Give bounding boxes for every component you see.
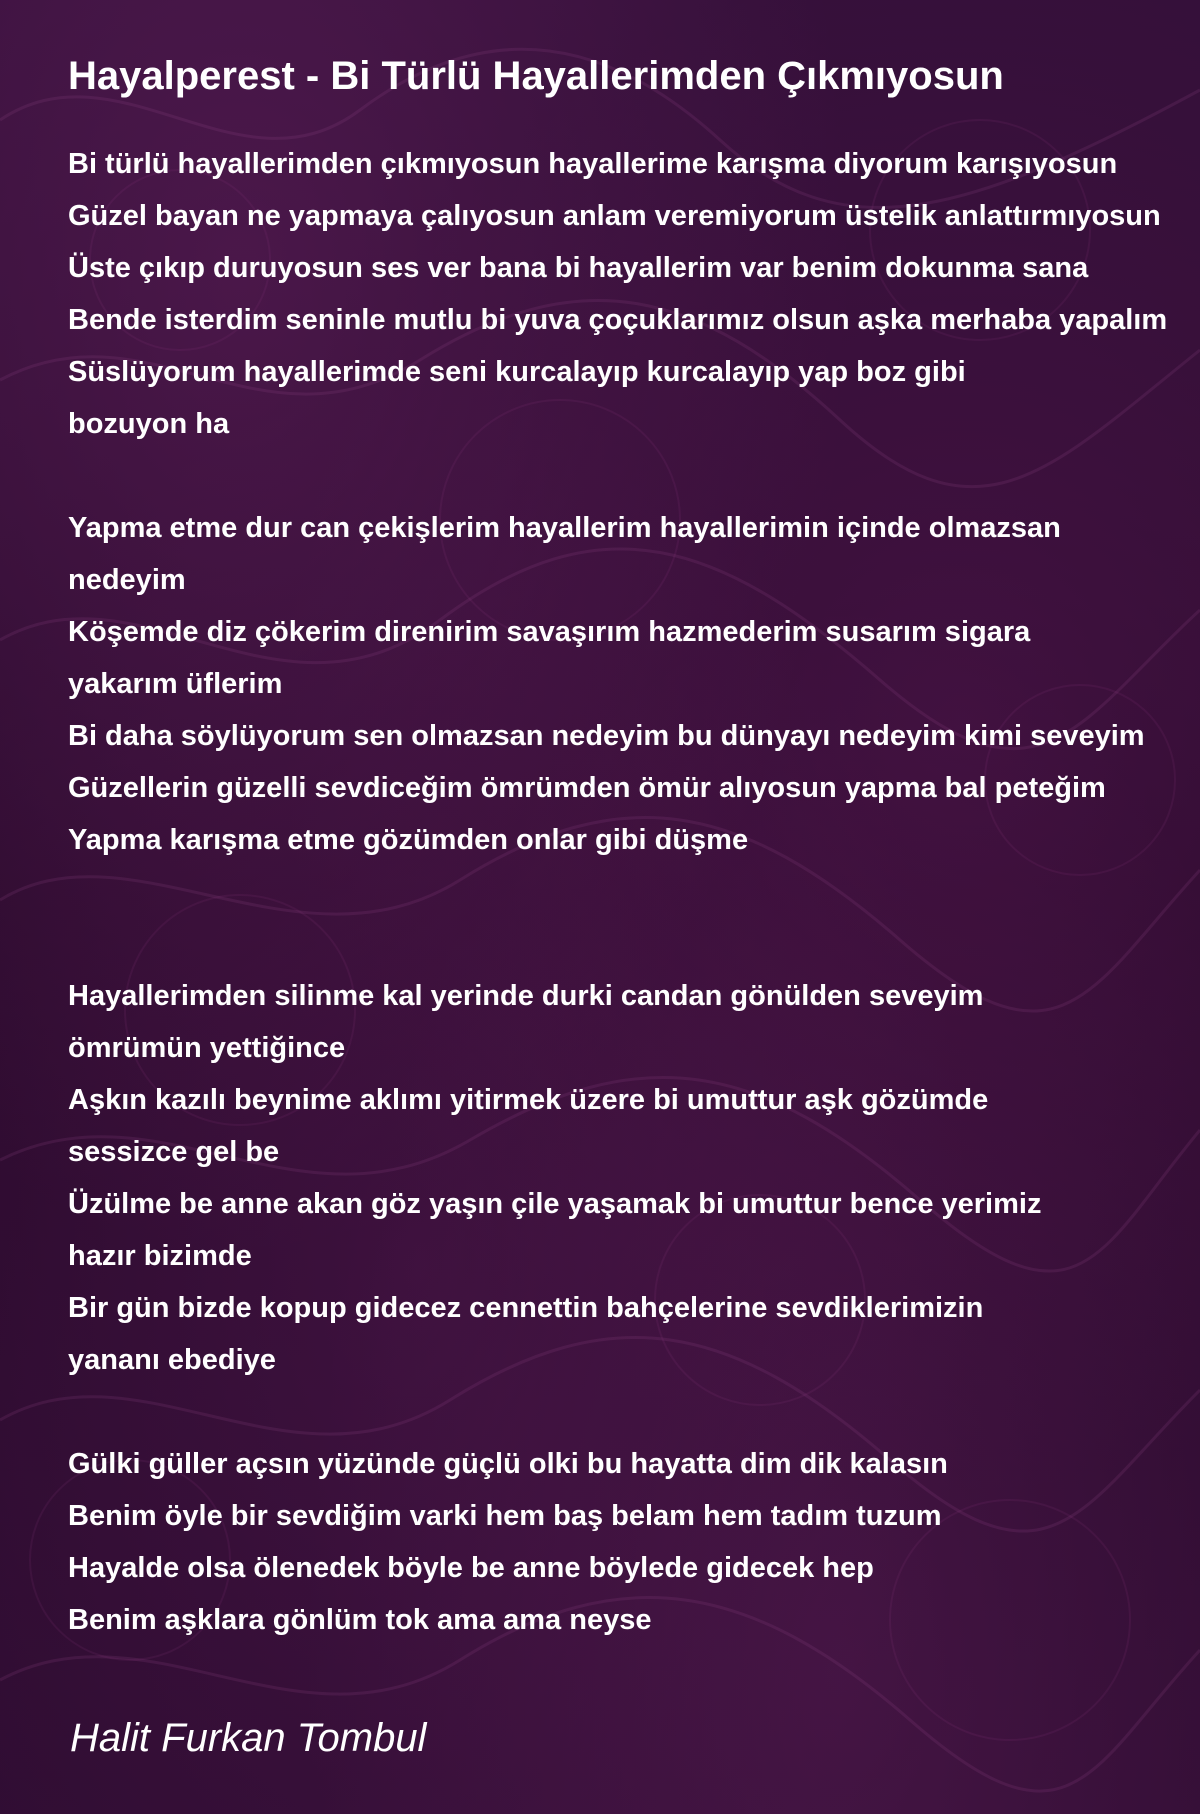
poem-blank-line: [68, 866, 1200, 918]
poem-card: [68, 40, 1200, 1814]
poem-line: Üzülme be anne akan göz yaşın çile yaşamak bi umuttur bence yerimiz: [68, 1188, 1042, 1220]
poem-title: Hayalperest - Bi Türlü Hayallerimden Çıkmıyosun: [68, 54, 1004, 98]
poem-line: Süslüyorum hayallerimde seni kurcalayıp kurcalayıp yap boz gibi: [68, 356, 966, 388]
poem-line: Gülki güller açsın yüzünde güçlü olki bu hayatta dim dik kalasın: [68, 1448, 948, 1480]
poem-line: Aşkın kazılı beynime aklımı yitirmek üzere bi umuttur aşk gözümde: [68, 1084, 989, 1116]
poem-blank-line: [68, 1386, 1200, 1438]
poem-blank-line: [68, 450, 1200, 502]
poem-line: hazır bizimde: [68, 1240, 252, 1272]
poem-line: sessizce gel be: [68, 1136, 280, 1168]
poem-line: bozuyon ha: [68, 408, 230, 440]
poem-line: ömrümün yettiğince: [68, 1032, 346, 1064]
poem-line: Üste çıkıp duruyosun ses ver bana bi hayallerim var benim dokunma sana: [68, 252, 1089, 284]
poem-line: Benim öyle bir sevdiğim varki hem baş belam hem tadım tuzum: [68, 1500, 942, 1532]
poem-body: [68, 138, 1200, 1646]
poem-line: nedeyim: [68, 564, 186, 596]
poem-line: Bir gün bizde kopup gidecez cennettin bahçelerine sevdiklerimizin: [68, 1292, 984, 1324]
poem-blank-line: [68, 918, 1200, 970]
poem-line: Yapma etme dur can çekişlerim hayallerim hayallerimin içinde olmazsan: [68, 512, 1061, 544]
poem-line: Güzel bayan ne yapmaya çalıyosun anlam veremiyorum üstelik anlattırmıyosun: [68, 200, 1161, 232]
poem-line: Köşemde diz çökerim direnirim savaşırım hazmederim susarım sigara: [68, 616, 1031, 648]
poem-line: Bi daha söylüyorum sen olmazsan nedeyim bu dünyayı nedeyim kimi seveyim: [68, 720, 1145, 752]
poem-author: Halit Furkan Tombul: [70, 1716, 427, 1760]
poem-line: yananı ebediye: [68, 1344, 276, 1376]
poem-line: Yapma karışma etme gözümden onlar gibi düşme: [68, 824, 749, 856]
poem-line: Bi türlü hayallerimden çıkmıyosun hayallerime karışma diyorum karışıyosun: [68, 148, 1118, 180]
poem-line: Hayalde olsa ölenedek böyle be anne böylede gidecek hep: [68, 1552, 874, 1584]
poem-line: yakarım üflerim: [68, 668, 283, 700]
poem-line: Benim aşklara gönlüm tok ama ama neyse: [68, 1604, 652, 1636]
poem-line: Hayallerimden silinme kal yerinde durki candan gönülden seveyim: [68, 980, 984, 1012]
poem-line: Güzellerin güzelli sevdiceğim ömrümden ömür alıyosun yapma bal peteğim: [68, 772, 1106, 804]
poem-line: Bende isterdim seninle mutlu bi yuva çoçuklarımız olsun aşka merhaba yapalım: [68, 304, 1168, 336]
